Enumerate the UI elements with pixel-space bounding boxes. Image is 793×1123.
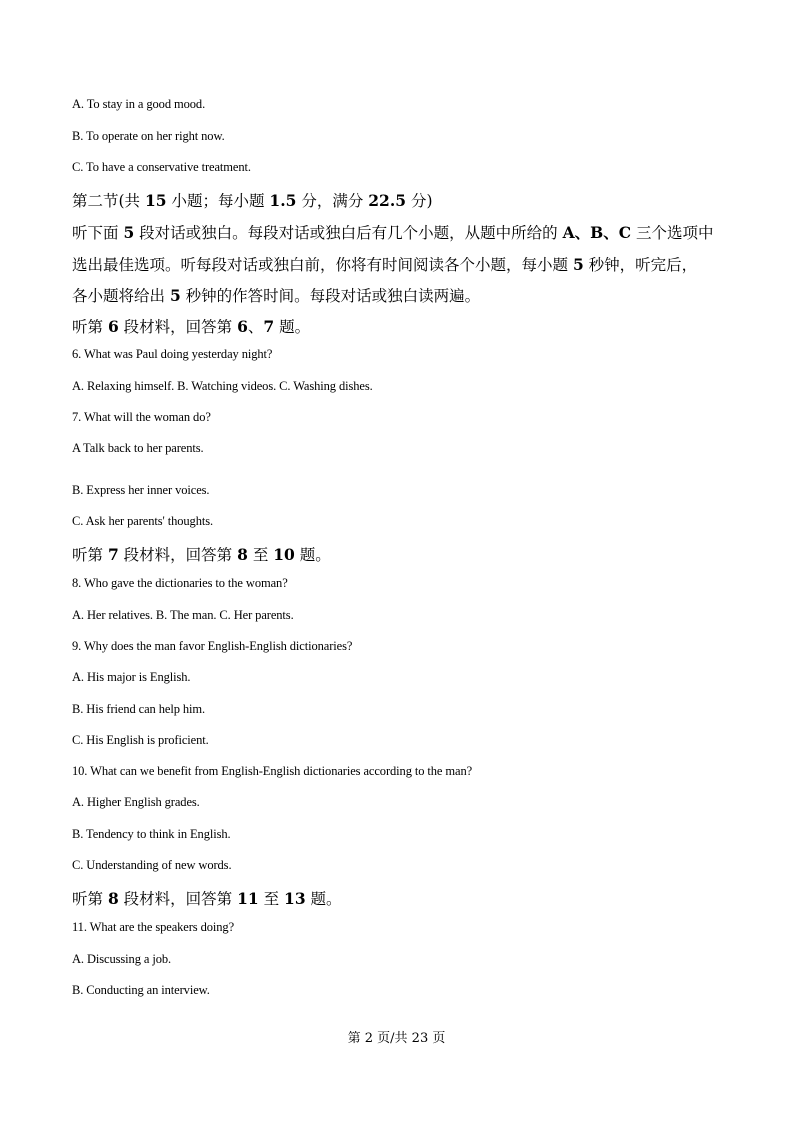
instructions-line-1: 听下面 5 段对话或独白。每段对话或独白后有几个小题，从题中所给的 A、B、C 三个选项中 bbox=[72, 223, 714, 242]
question-11: 11. What are the speakers doing? bbox=[72, 920, 235, 934]
question-8-options: A. Her relatives. B. The man. C. Her parents. bbox=[72, 608, 294, 622]
question-7-option-a: A Talk back to her parents. bbox=[72, 441, 204, 455]
material-6-heading: 听第 6 段材料，回答第 6、7 题。 bbox=[72, 317, 311, 336]
question-11-option-a: A. Discussing a job. bbox=[72, 952, 172, 966]
instructions-line-3: 各小题将给出 5 秒钟的作答时间。每段对话或独白读两遍。 bbox=[72, 286, 481, 305]
question-9-option-a: A. His major is English. bbox=[72, 670, 191, 684]
material-7-heading: 听第 7 段材料，回答第 8 至 10 题。 bbox=[72, 545, 331, 564]
question-9-option-c: C. His English is proficient. bbox=[72, 733, 209, 747]
question-7: 7. What will the woman do? bbox=[72, 410, 211, 424]
q5-option-c: C. To have a conservative treatment. bbox=[72, 160, 251, 174]
question-6-options: A. Relaxing himself. B. Watching videos. C. Washing dishes. bbox=[72, 379, 373, 393]
material-8-heading: 听第 8 段材料，回答第 11 至 13 题。 bbox=[72, 889, 342, 908]
q5-option-a: A. To stay in a good mood. bbox=[72, 97, 206, 111]
question-10-option-b: B. Tendency to think in English. bbox=[72, 827, 231, 841]
question-7-option-c: C. Ask her parents' thoughts. bbox=[72, 514, 214, 528]
page-number: 第 2 页/共 23 页 bbox=[347, 1031, 446, 1046]
section-heading: 第二节(共 15 小题；每小题 1.5 分，满分 22.5 分) bbox=[72, 191, 433, 210]
question-7-option-b: B. Express her inner voices. bbox=[72, 483, 210, 497]
question-9-option-b: B. His friend can help him. bbox=[72, 702, 206, 716]
question-10-option-a: A. Higher English grades. bbox=[72, 795, 200, 809]
question-10: 10. What can we benefit from English-English dictionaries according to the man? bbox=[72, 764, 473, 778]
instructions-line-2: 选出最佳选项。听每段对话或独白前，你将有时间阅读各个小题，每小题 5 秒钟，听完后， bbox=[72, 255, 698, 274]
q5-option-b: B. To operate on her right now. bbox=[72, 129, 225, 143]
question-10-option-c: C. Understanding of new words. bbox=[72, 858, 232, 872]
question-8: 8. Who gave the dictionaries to the woman? bbox=[72, 576, 288, 590]
question-9: 9. Why does the man favor English-English dictionaries? bbox=[72, 639, 353, 653]
question-11-option-b: B. Conducting an interview. bbox=[72, 983, 210, 997]
question-6: 6. What was Paul doing yesterday night? bbox=[72, 347, 273, 361]
